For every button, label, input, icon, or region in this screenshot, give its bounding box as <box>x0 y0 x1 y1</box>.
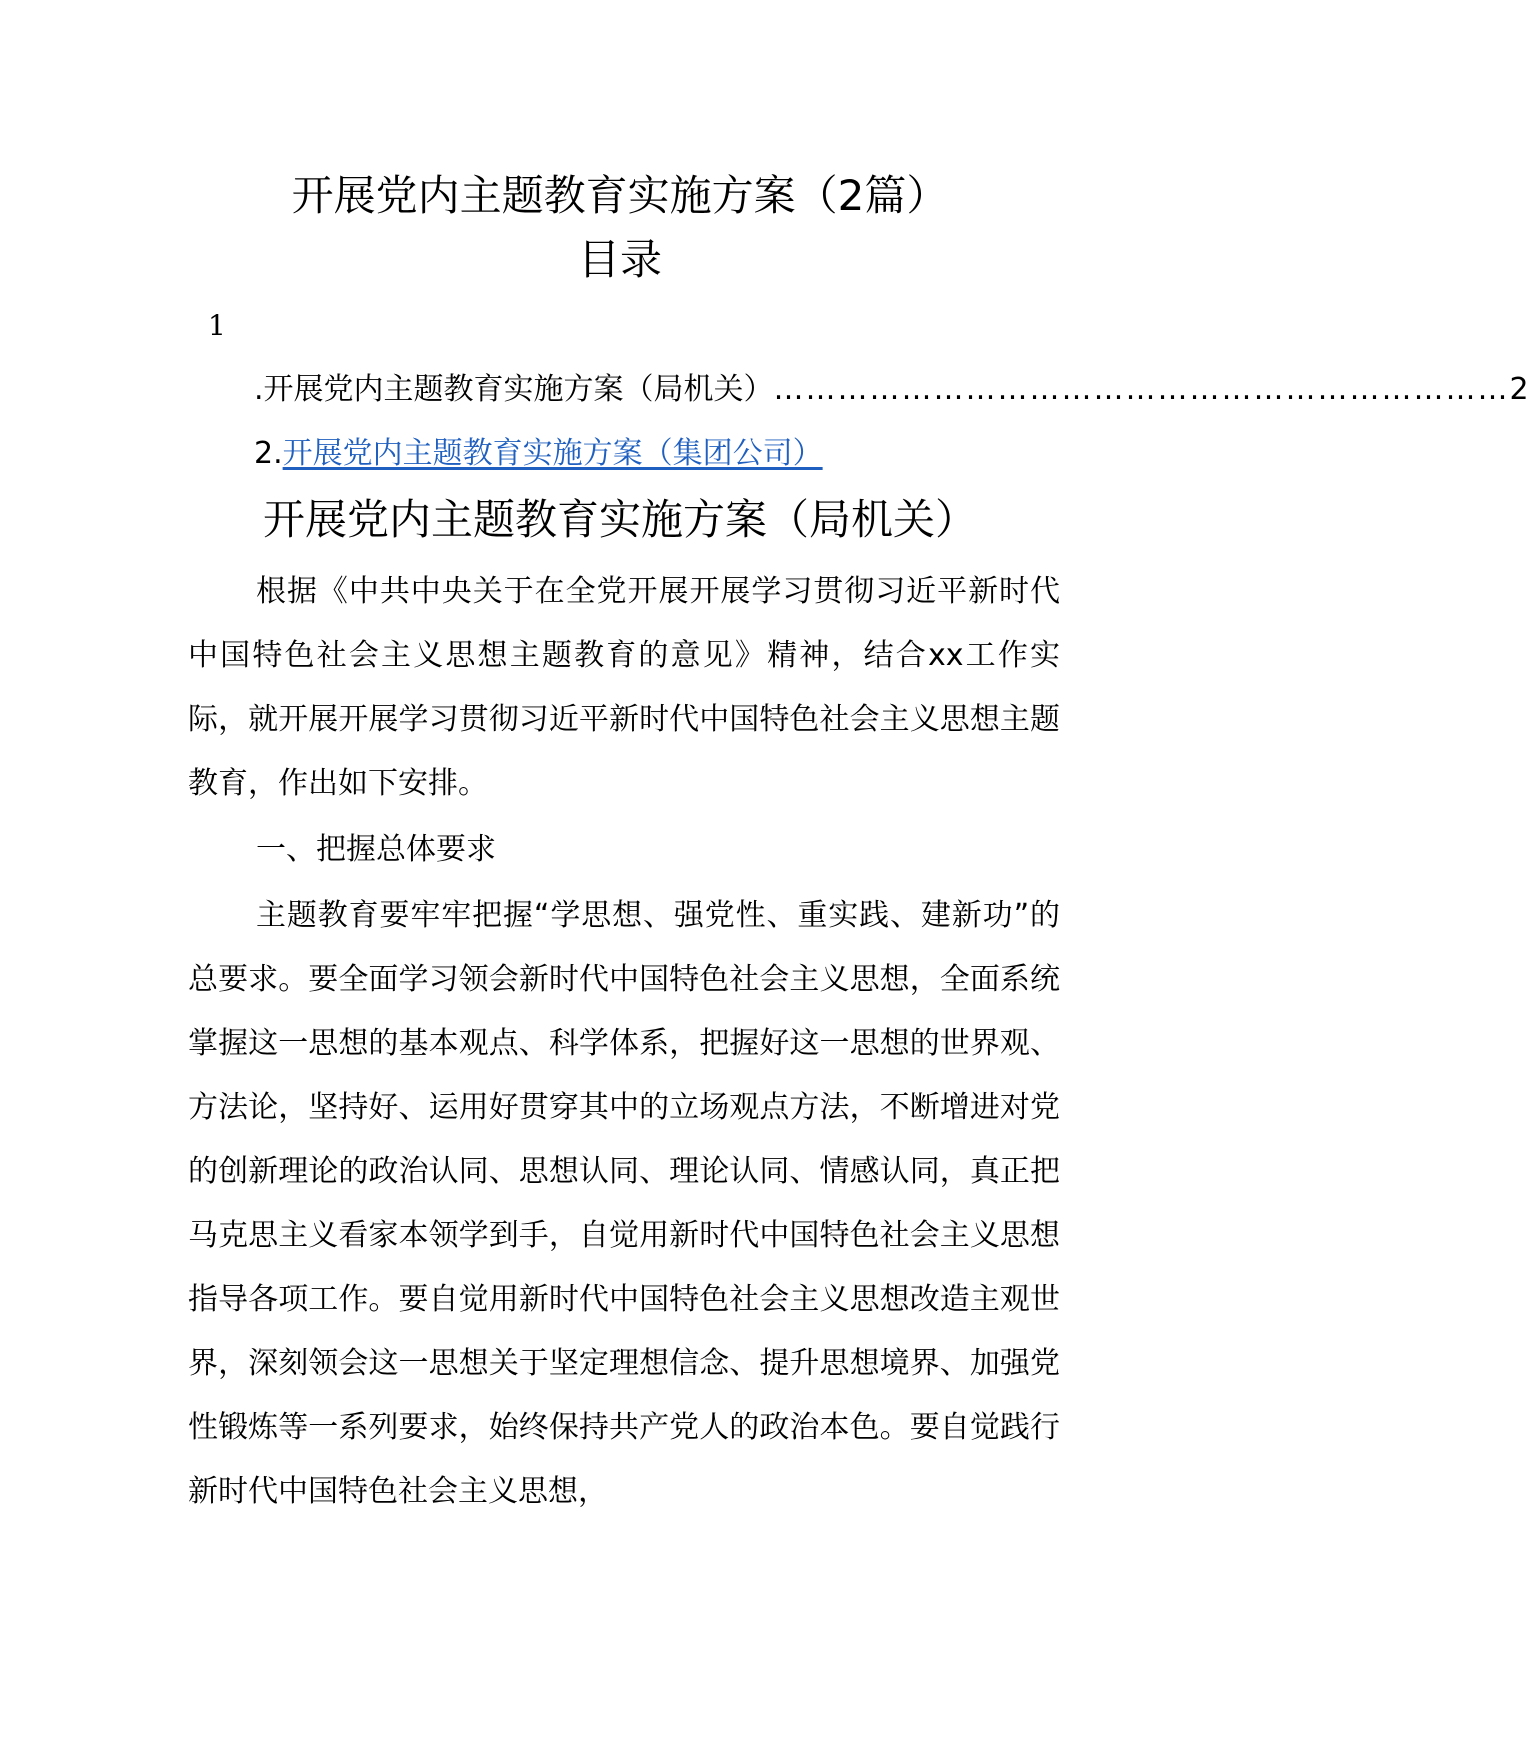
toc-number-prefix: 1 <box>208 309 226 342</box>
paragraph-heading-1: 一、把握总体要求 <box>256 832 496 867</box>
paragraph-intro: 根据《中共中央关于在全党开展开展学习贯彻习近平新时代中国特色社会主义思想主题教育的意见》精神，结合xx工作实际，就开展开展学习贯彻习近平新时代中国特色社会主义思想主题教育，作出如下安排。 <box>188 574 1060 801</box>
toc-item-1-page-number: 2 <box>1509 372 1529 407</box>
document-title: 开展党内主题教育实施方案（2篇） <box>291 171 949 220</box>
section-title: 开展党内主题教育实施方案（局机关） <box>262 495 977 544</box>
toc-item-2-link[interactable]: 开展党内主题教育实施方案（集团公司） <box>282 436 823 471</box>
body-text <box>188 560 1060 1524</box>
toc-heading: 目录 <box>577 235 662 284</box>
toc-item-2[interactable] <box>254 432 1054 476</box>
toc-item-1-label[interactable]: .开展党内主题教育实施方案（局机关） <box>254 372 774 407</box>
toc-item-2-prefix: 2. <box>254 436 283 471</box>
toc-item-1-leader-dots: …………………………………………………………… <box>773 372 1510 407</box>
toc-item-1[interactable] <box>254 368 1529 412</box>
paragraph-requirements: 主题教育要牢牢把握“学思想、强党性、重实践、建新功”的总要求。要全面学习领会新时代中国特色社会主义思想，全面系统掌握这一思想的基本观点、科学体系，把握好这一思想的世界观、方法论，坚持好、运用好贯穿其中的立场观点方法，不断增进对党的创新理论的政治认同、思想认同、理论认同、情感认同，真正把马克思主义看家本领学到手，自觉用新时代中国特色社会主义思想指导各项工作。要自觉用新时代中国特色社会主义思想改造主观世界，深刻领会这一思想关于坚定理想信念、提升思想境界、加强党性锻炼等一系列要求，始终保持共产党人的政治本色。要自觉践行新时代中国特色社会主义思想， <box>188 898 1060 1509</box>
